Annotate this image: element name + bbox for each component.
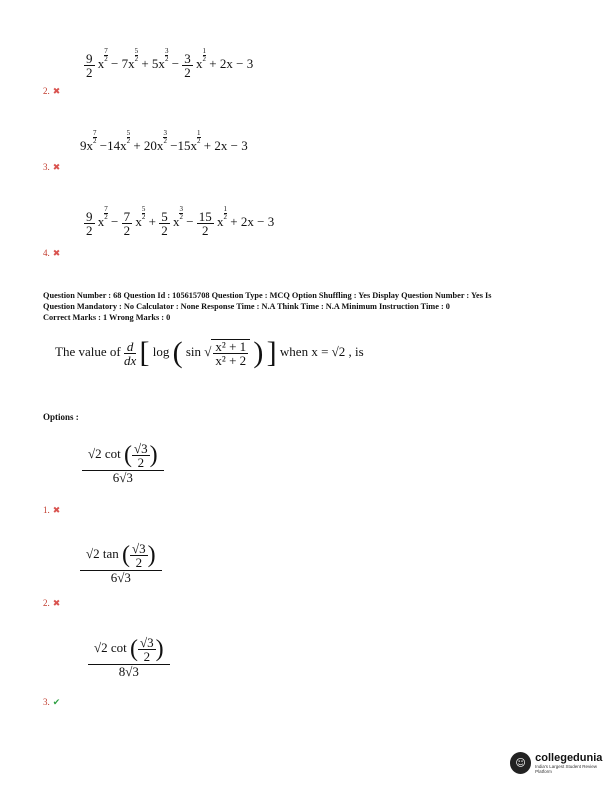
prev-option-3-expression: 9x $^{\frac{7}{2}}$ −14x $^{\frac{5}{2}}$ + 20x $^{\frac{3}{2}}$ −15x $^{\frac{1}{2}}$ + 2x − 3 (80, 129, 248, 153)
logo-brand: collegedunia (535, 752, 603, 764)
prev-option-4-expression: $\frac{9}{2}$ x $^{\frac{7}{2}}$ − $\frac{7}{2}$ x $^{\frac{5}{2}}$ + $\frac{5}{2}$ x $^{\frac{3}{2}}$ − $\frac{15}{2}$ x $^{\frac{1}{2}}$ + 2x − 3 (86, 205, 275, 238)
option-3-expression: √2 cot ( $\frac{√3}{2}$ ) 8√3 (88, 634, 170, 678)
option-2-expression: √2 tan ( $\frac{√3}{2}$ ) 6√3 (80, 540, 162, 584)
prev-option-2-label: 2. ✖ (43, 86, 61, 96)
question-meta-line-1: Question Number : 68 Question Id : 105615708 Question Type : MCQ Option Shuffling : Yes Display Question Number : Yes Is (43, 291, 492, 300)
option-1-expression: √2 cot ( $\frac{√3}{2}$ ) 6√3 (82, 440, 164, 484)
collegedunia-logo (510, 752, 612, 774)
mascot-icon: ☺ (510, 752, 531, 774)
question-stem: The value of $\frac{d}{dx}$ [ log ( sin √ $\frac{\text{x² + 1}}{\text{x² + 2}}$ ) ] when x = √2 , is (55, 336, 364, 369)
question-meta (43, 290, 583, 323)
wrong-mark-icon: ✖ (52, 598, 61, 608)
options-label: Options : (43, 412, 79, 422)
prev-option-4-label: 4. ✖ (43, 248, 61, 258)
wrong-mark-icon: ✖ (52, 86, 61, 96)
prev-option-2-expression: $\frac{9}{2}$ x $^{\frac{7}{2}}$ − 7x $^{\frac{5}{2}}$ + 5x $^{\frac{3}{2}}$ − $\frac{3}{2}$ x $^{\frac{1}{2}}$ + 2x − 3 (86, 47, 254, 80)
wrong-mark-icon: ✖ (52, 162, 61, 172)
correct-check-icon: ✔ (52, 697, 61, 707)
option-3-label: 3. ✔ (43, 697, 61, 707)
question-marks-line: Correct Marks : 1 Wrong Marks : 0 (43, 313, 171, 322)
wrong-mark-icon: ✖ (52, 505, 61, 515)
logo-tagline: India's Largest Student Review Platform (535, 764, 598, 774)
prev-option-3-label: 3. ✖ (43, 162, 61, 172)
option-1-label: 1. ✖ (43, 505, 61, 515)
question-meta-line-2: Question Mandatory : No Calculator : None Response Time : N.A Think Time : N.A Minimum Instruction Time : 0 (43, 302, 450, 311)
wrong-mark-icon: ✖ (52, 248, 61, 258)
option-2-label: 2. ✖ (43, 598, 61, 608)
